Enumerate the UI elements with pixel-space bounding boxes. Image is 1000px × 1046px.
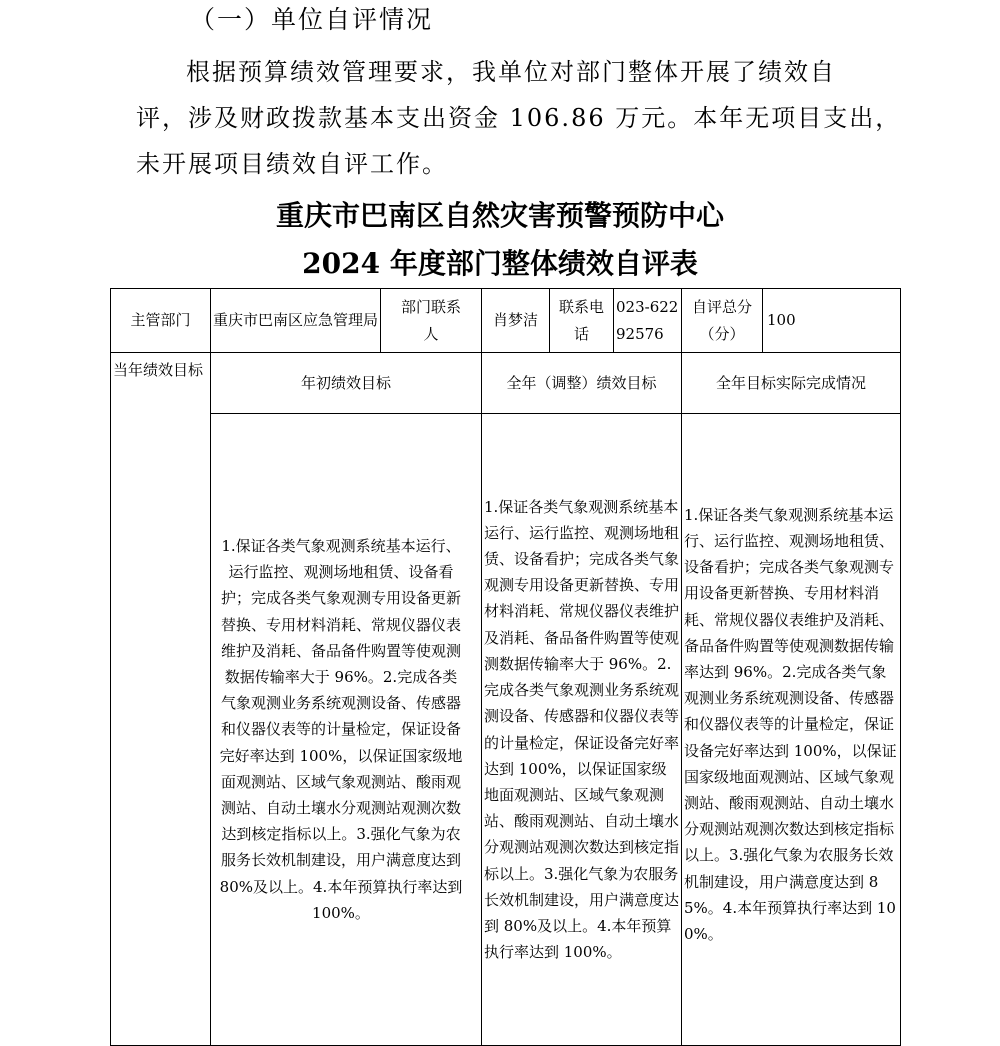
score-label: 自评总分（分）: [682, 289, 763, 353]
goal-header-row: [111, 353, 901, 414]
intro-line-3: 未开展项目绩效自评工作。: [136, 150, 448, 178]
actual-result-text: 1.保证各类气象观测系统基本运行、运行监控、观测场地租赁、设备看护；完成各类气象观测专用设备更新替换、专用材料消耗、常规仪器仪表维护及消耗、备品备件购置等使观测数据传输率达到 96%。2.完成各类气象观测业务系统观测设备、传感器和仪器仪表等的计量检定，保证设备完好率达到 100%，以保证国家级地面观测站、区域气象观测站、酸雨观测站、自动土壤水分观测站观测次数达到核定指标以上。3.强化气象为农服务长效机制建设，用户满意度达到 85%。4.本年预算执行率达到 100%。: [682, 414, 901, 1046]
section-heading: （一）单位自评情况: [190, 5, 434, 34]
intro-paragraph: [136, 49, 902, 187]
goal-label: 当年绩效目标: [111, 353, 211, 1046]
intro-line-1: 根据预算绩效管理要求，我单位对部门整体开展了绩效自: [186, 58, 836, 86]
col-actual-header: 全年目标实际完成情况: [682, 353, 901, 414]
col-adjusted-header: 全年（调整）绩效目标: [482, 353, 682, 414]
supervisor-value: 重庆市巴南区应急管理局: [211, 289, 381, 353]
col-initial-header: 年初绩效目标: [211, 353, 482, 414]
supervisor-label: 主管部门: [111, 289, 211, 353]
adjusted-goal-text: 1.保证各类气象观测系统基本运行、运行监控、观测场地租赁、设备看护；完成各类气象观测专用设备更新替换、专用材料消耗、常规仪器仪表维护及消耗、备品备件购置等使观测数据传输率大于 96%。2.完成各类气象观测业务系统观测设备、传感器和仪器仪表等的计量检定，保证设备完好率达到 100%，以保证国家级地面观测站、区域气象观测站、酸雨观测站、自动土壤水分观测站观测次数达到核定指标以上。3.强化气象为农服务长效机制建设，用户满意度达到 80%及以上。4.本年预算执行率达到 100%。: [482, 414, 682, 1046]
intro-line-2: 评，涉及财政拨款基本支出资金 106.86 万元。本年无项目支出，: [136, 104, 902, 132]
table-title-line-1: 重庆市巴南区自然灾害预警预防中心: [275, 199, 724, 232]
contact-value: 肖梦洁: [482, 289, 550, 353]
table-header-row: [111, 289, 901, 353]
contact-label: 部门联系人: [381, 289, 482, 353]
goal-content-row: [111, 414, 901, 1046]
score-value: 100: [763, 289, 901, 353]
phone-value: 023-62292576: [614, 289, 682, 353]
self-evaluation-table: [110, 288, 901, 1046]
initial-goal-text: 1.保证各类气象观测系统基本运行、运行监控、观测场地租赁、设备看护；完成各类气象观测专用设备更新替换、专用材料消耗、常规仪器仪表维护及消耗、备品备件购置等使观测数据传输率大于 96%。2.完成各类气象观测业务系统观测设备、传感器和仪器仪表等的计量检定，保证设备完好率达到 100%，以保证国家级地面观测站、区域气象观测站、酸雨观测站、自动土壤水分观测站观测次数达到核定指标以上。3.强化气象为农服务长效机制建设，用户满意度达到 80%及以上。4.本年预算执行率达到 100%。: [211, 414, 482, 1046]
table-title-line-2: 2024 年度部门整体绩效自评表: [302, 247, 698, 280]
phone-label: 联系电话: [550, 289, 614, 353]
